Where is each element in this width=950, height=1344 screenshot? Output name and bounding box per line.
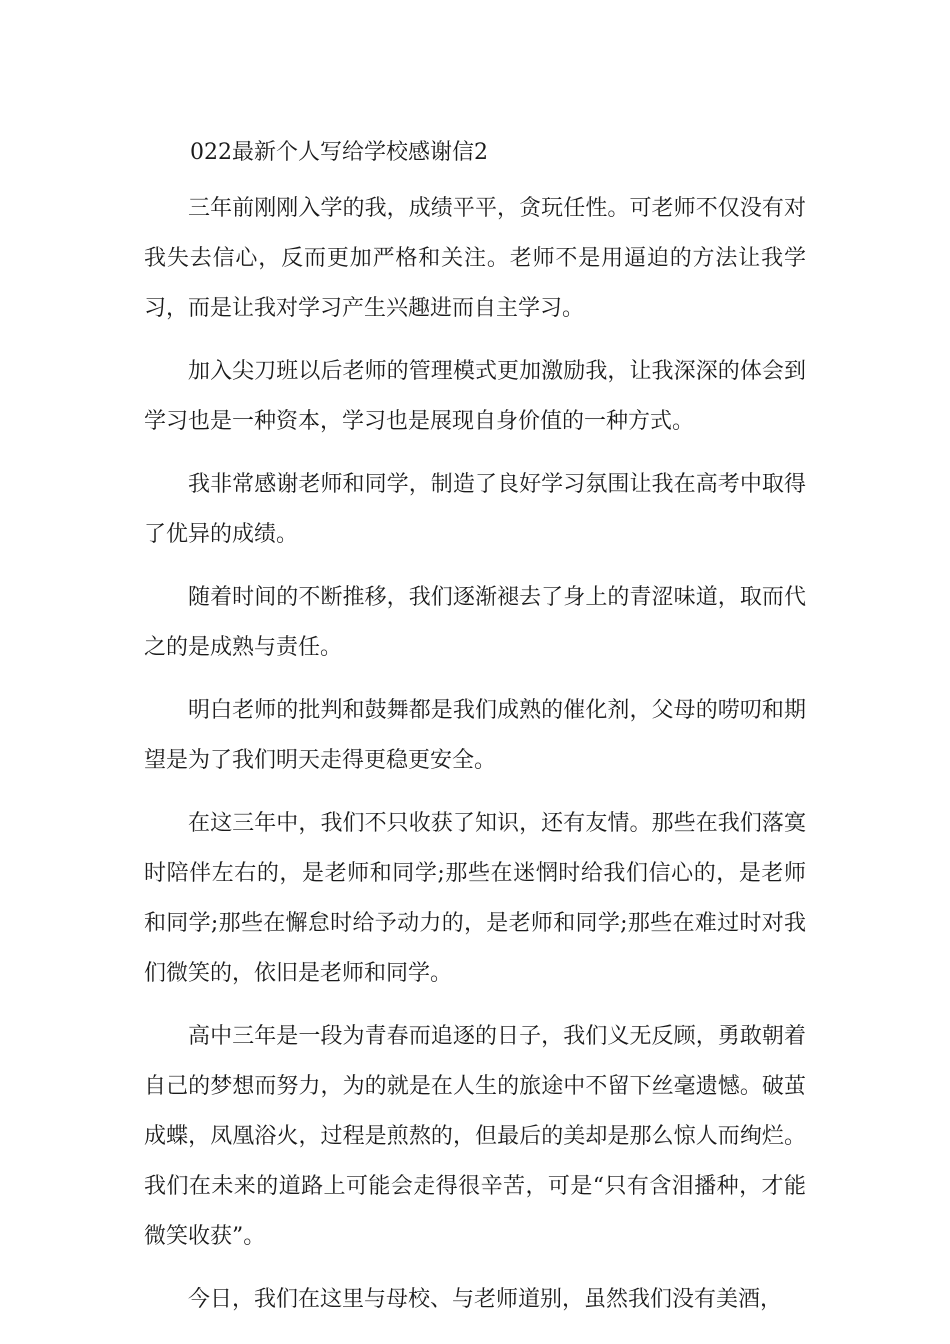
paragraph-5: 明白老师的批判和鼓舞都是我们成熟的催化剂，父母的唠叨和期望是为了我们明天走得更稳更安全。	[144, 698, 806, 773]
paragraph-7: 高中三年是一段为青春而追逐的日子，我们义无反顾，勇敢朝着自己的梦想而努力，为的就是在人生的旅途中不留下丝毫遗憾。破茧成蝶，凤凰浴火，过程是煎熬的，但最后的美却是那么惊人而绚烂。我们在未来的道路上可能会走得很辛苦，可是“只有含泪播种，才能微笑收获”。	[144, 1024, 806, 1249]
paragraph-8: 今日，我们在这里与母校、与老师道别，虽然我们没有美酒，	[188, 1287, 783, 1312]
document-title: 022最新个人写给学校感谢信2	[190, 140, 488, 165]
paragraph-2: 加入尖刀班以后老师的管理模式更加激励我，让我深深的体会到学习也是一种资本，学习也是展现自身价值的一种方式。	[144, 359, 806, 434]
document-body	[144, 134, 806, 1338]
paragraph-3: 我非常感谢老师和同学，制造了良好学习氛围让我在高考中取得了优异的成绩。	[144, 472, 806, 547]
paragraph-4: 随着时间的不断推移，我们逐渐褪去了身上的青涩味道，取而代之的是成熟与责任。	[144, 585, 806, 660]
paragraph-1: 三年前刚刚入学的我，成绩平平，贪玩任性。可老师不仅没有对我失去信心，反而更加严格和关注。老师不是用逼迫的方法让我学习，而是让我对学习产生兴趣进而自主学习。	[144, 196, 806, 321]
paragraph-6: 在这三年中，我们不只收获了知识，还有友情。那些在我们落寞时陪伴左右的，是老师和同学;那些在迷惘时给我们信心的，是老师和同学;那些在懈怠时给予动力的，是老师和同学;那些在难过时对我们微笑的，依旧是老师和同学。	[144, 811, 806, 986]
